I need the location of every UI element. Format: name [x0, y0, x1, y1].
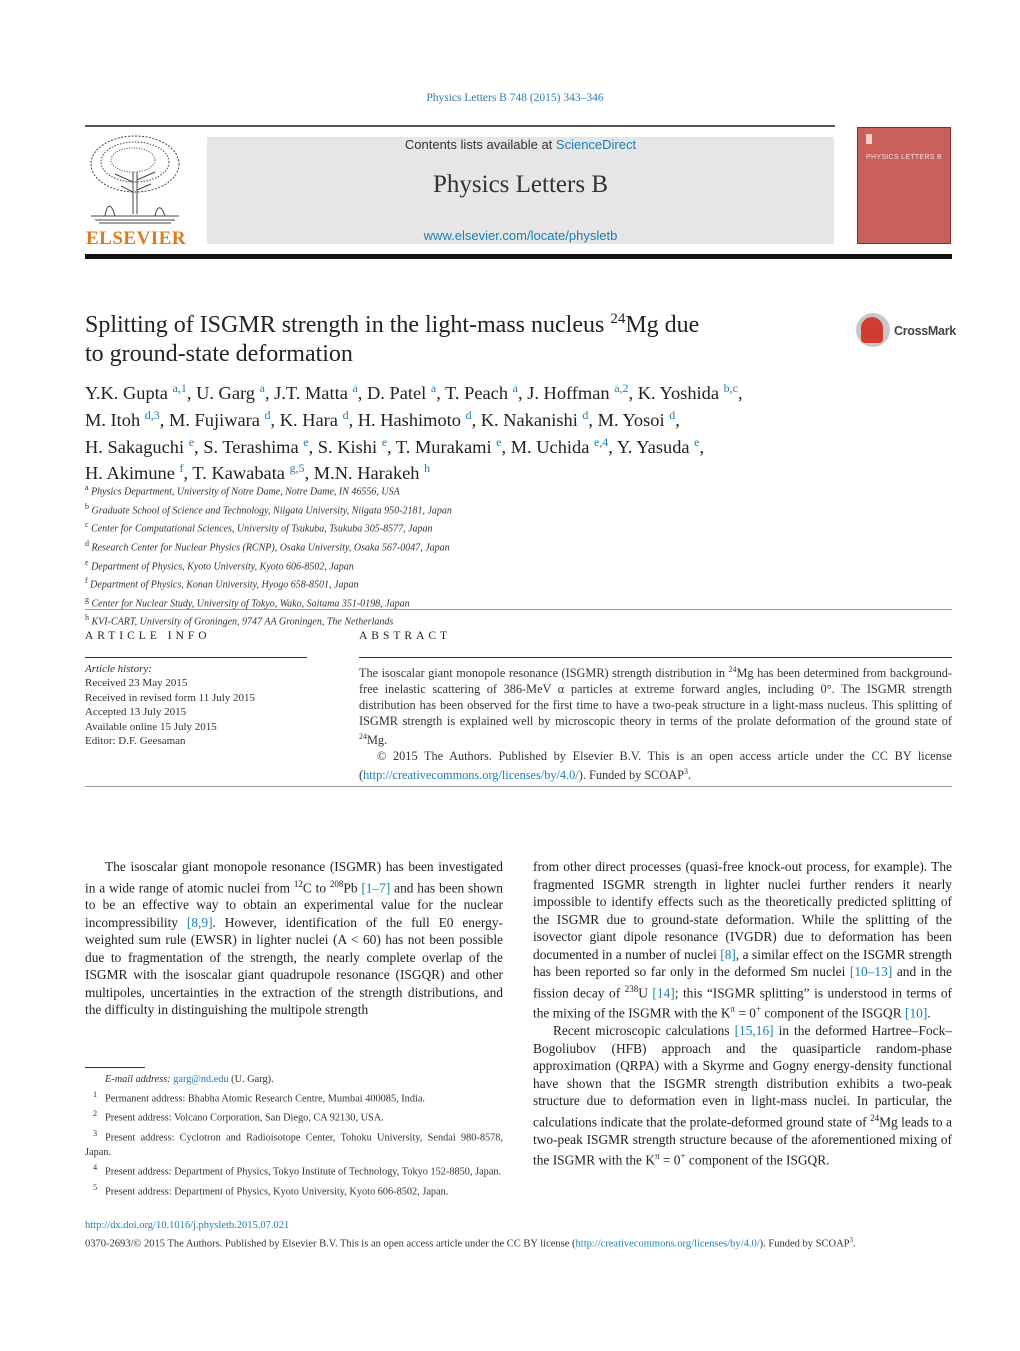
author-affiliation-marker[interactable]: h — [424, 461, 431, 476]
abstract-rule — [359, 657, 952, 658]
footnote-number: 2 — [92, 1108, 98, 1119]
author-line: M. Itoh $^{d,3}$, M. Fujiwara $^d$, K. Hara $^d$, H. Hashimoto $^d$, K. Nakanishi $^d$, M. Yosoi $^d$, — [85, 407, 680, 430]
author-affiliation-marker[interactable]: d — [465, 407, 472, 422]
author-name[interactable]: M.N. Harakeh — [313, 463, 420, 484]
footnote-item — [85, 1126, 503, 1160]
ref-link[interactable]: [8,9] — [186, 914, 213, 930]
affiliation-list — [85, 481, 785, 630]
article-title — [85, 305, 805, 369]
author-name[interactable]: U. Garg — [196, 383, 255, 404]
footnote-item — [85, 1180, 503, 1199]
affiliation-marker: a — [85, 483, 89, 492]
footnote-text: Present address: Department of Physics, Tokyo Institute of Technology, Tokyo 152-8850, Japan. — [105, 1166, 502, 1178]
footnote-rule — [85, 1067, 145, 1068]
body-paragraph: Recent microscopic calculations [15,16] in the deformed Hartree–Fock–Bogoliubov (HFB) approach and the quasiparticle random-phase approximation (QRPA) with a Skyrme and Gogny energy-density functional have shown that the ISGMR strength distribution exhibits a two-peak structure due to deformation even in light-mass nuclei. In particular, the calculations indicate that the prolate-deformed ground state of $^{24}$Mg leads to a two-peak ISGMR strength structure because of the aforementioned mixing of the ISGMR with the $K^\pi = 0^+$ component of the ISGQR. — [533, 1023, 952, 1168]
article-history-line: Accepted 13 July 2015 — [85, 706, 187, 719]
affiliation-marker: h — [85, 613, 89, 623]
affiliation-item — [85, 481, 785, 500]
affiliation-marker: d — [85, 538, 89, 548]
author-affiliation-marker[interactable]: d,3 — [144, 407, 160, 422]
affiliation-text: Center for Computational Sciences, University of Tsukuba, Tsukuba 305-8577, Japan — [91, 523, 433, 535]
contents-prefix: Contents lists available at — [404, 137, 556, 152]
affiliation-item — [85, 556, 785, 575]
affiliation-marker: f — [85, 576, 88, 586]
title-text: Mg due — [625, 312, 700, 338]
affiliation-text: Physics Department, University of Notre Dame, Notre Dame, IN 46556, USA — [91, 486, 400, 498]
article-history-line: Received 23 May 2015 — [85, 677, 188, 690]
journal-cover-image[interactable] — [857, 127, 951, 244]
section-rule — [85, 609, 952, 610]
journal-citation[interactable]: Physics Letters B 748 (2015) 343–346 — [426, 92, 604, 104]
affiliation-text: Department of Physics, Kyoto University, Kyoto 606-8502, Japan — [91, 560, 354, 572]
body-paragraph: from other direct processes (quasi-free knock-out process, for example). The fragmented ISGMR strength in lighter nuclei further renders it nearly impossible to identify effects such as the theoretically predicted splitting of the ISGMR due to ground-state deformation. While the splitting of the isovector giant dipole resonance (IVGDR) due to deformation has been documented in a number of nuclei [8], a similar effect on the ISGMR strength has been reported so far only in the deformed Sm nuclei [10–13] and in the fission decay of $^{238}$U [14]; this “ISGMR splitting” is understood in terms of the mixing of the ISGMR with the $K^\pi = 0^+$ component of the ISGQR [10]. — [533, 859, 952, 1021]
author-name[interactable]: T. Peach — [445, 383, 509, 404]
ref-link[interactable]: [1–7] — [361, 879, 391, 895]
author-name[interactable]: K. Hara — [279, 409, 338, 430]
author-name[interactable]: K. Yoshida — [637, 383, 719, 404]
author-affiliation-marker[interactable]: e — [188, 434, 195, 449]
affiliation-text: Graduate School of Science and Technology, Niigata University, Niigata 950-2181, Japan — [91, 504, 452, 516]
crossmark-icon — [856, 313, 890, 347]
crossmark-label: CrossMark — [894, 324, 956, 338]
sciencedirect-link[interactable]: ScienceDirect — [555, 137, 637, 152]
affiliation-item — [85, 574, 785, 593]
footnote-number: 3 — [92, 1127, 98, 1138]
author-affiliation-marker[interactable]: a — [512, 381, 518, 395]
ref-link[interactable]: [10] — [905, 1005, 928, 1021]
affiliation-text: KVI-CART, University of Groningen, 9747 AA Groningen, The Netherlands — [91, 616, 394, 628]
author-name[interactable]: M. Itoh — [85, 409, 141, 430]
email-link[interactable]: garg@nd.edu — [173, 1074, 229, 1085]
footnote-items — [85, 1087, 503, 1199]
article-info-rule — [85, 657, 307, 658]
affiliation-item — [85, 500, 785, 519]
author-affiliation-marker[interactable]: e — [303, 434, 309, 449]
footnote-item — [85, 1106, 503, 1125]
editor-line: Editor: D.F. Geesaman — [85, 735, 186, 748]
footnote-text: Present address: Cyclotron and Radioisotope Center, Tohoku University, Sendai 980-8578, Japan. — [85, 1132, 503, 1159]
author-name[interactable]: K. Nakanishi — [480, 409, 578, 430]
license-line: 0370-2693/© 2015 The Authors. Published by Elsevier B.V. This is an open access article under the CC BY license (http://creativecommons.org/licenses/by/4.0/). Funded by SCOAP$^3$. — [85, 1236, 856, 1250]
author-list — [85, 378, 955, 485]
article-history-line: Available online 15 July 2015 — [85, 720, 217, 733]
article-history-line: Received in revised form 11 July 2015 — [85, 691, 256, 704]
author-name[interactable]: T. Kawabata — [192, 463, 285, 484]
author-affiliation-marker[interactable]: b,c — [723, 381, 738, 395]
cover-title: PHYSICS LETTERS B — [866, 154, 942, 161]
author-name[interactable]: S. Kishi — [317, 436, 378, 457]
author-name[interactable]: M. Fujiwara — [169, 409, 260, 430]
author-name[interactable]: Y. Yasuda — [616, 436, 690, 457]
affiliation-item — [85, 611, 785, 630]
ref-link[interactable]: [8] — [720, 946, 736, 962]
footnote-text: Present address: Volcano Corporation, San Diego, CA 92130, USA. — [105, 1112, 384, 1124]
author-affiliation-marker[interactable]: a,1 — [172, 381, 187, 395]
header-thick-rule — [85, 254, 952, 259]
author-name[interactable]: J. Hoffman — [527, 383, 610, 404]
footnote-number: 1 — [92, 1089, 98, 1099]
footnote-text: Present address: Department of Physics, Kyoto University, Kyoto 606-8502, Japan. — [105, 1186, 449, 1198]
affiliation-item — [85, 537, 785, 556]
section-rule — [85, 786, 952, 787]
author-affiliation-marker[interactable]: a,2 — [614, 381, 629, 395]
ref-link[interactable]: [15,16] — [734, 1023, 774, 1039]
author-affiliation-marker[interactable]: e — [496, 434, 502, 449]
article-history-label: Article history: — [85, 663, 152, 675]
author-name[interactable]: S. Terashima — [203, 436, 299, 457]
author-line: Y.K. Gupta $^{a,1}$, U. Garg $^a$, J.T. Matta $^a$, D. Patel $^a$, T. Peach $^a$, J. Hoffman $^{a,2}$, K. Yoshida $^{b,c}$, — [85, 381, 743, 404]
header-rule — [85, 125, 835, 127]
author-line: H. Sakaguchi $^e$, S. Terashima $^e$, S. Kishi $^e$, T. Murakami $^e$, M. Uchida $^{e,4}$, Y. Yasuda $^e$, — [85, 434, 705, 457]
contents-available-line — [207, 137, 834, 152]
author-affiliation-marker[interactable]: g,5 — [289, 461, 305, 476]
author-name[interactable]: J.T. Matta — [274, 383, 348, 404]
author-affiliation-marker[interactable]: e,4 — [593, 434, 609, 449]
elsevier-wordmark: ELSEVIER — [86, 228, 187, 249]
author-name[interactable]: H. Sakaguchi — [85, 436, 185, 457]
author-affiliation-marker[interactable]: e — [381, 434, 388, 449]
journal-title: Physics Letters B — [433, 171, 608, 198]
body-column-right — [533, 858, 952, 1169]
abstract-heading: ABSTRACT — [359, 630, 452, 642]
article-info-heading: ARTICLE INFO — [85, 630, 211, 642]
title-mass-number: 24 — [610, 311, 626, 327]
affiliation-text: Department of Physics, Konan University, Hyogo 658-8501, Japan — [90, 579, 359, 591]
affiliation-item — [85, 518, 785, 537]
abstract-text — [359, 662, 952, 783]
affiliation-marker: e — [85, 557, 89, 567]
body-paragraph: The isoscalar giant monopole resonance (ISGMR) has been investigated in a wide range of atomic nuclei from $^{12}$C to $^{208}$Pb [1–7] and has been shown to be an effective way to obtain an experimental value for the nuclear incompressibility [8,9]. However, identification of the full E0 energy-weighted sum rule (EWSR) in lighter nuclei (A < 60) has not been possible due to fragmentation of the strength, the nearly complete overlap of the ISGMR with the isoscalar giant quadrupole resonance (ISGQR) and other multipoles, uncertainties in the extraction of the strength distributions, and the difficulty in distinguishing the multipole strength — [85, 859, 503, 1018]
title-text: to ground-state deformation — [85, 341, 353, 367]
abstract-license: © 2015 The Authors. Published by Elsevier B.V. This is an open access article under the CC BY license (http://creativecommons.org/licenses/by/4.0/). Funded by SCOAP$^3$. — [359, 749, 952, 783]
footnote-number: 4 — [92, 1162, 98, 1173]
author-name[interactable]: M. Yosoi — [597, 409, 665, 430]
author-affiliation-marker[interactable]: d — [264, 407, 271, 422]
email-footnote: E-mail address: garg@nd.edu (U. Garg). — [105, 1074, 274, 1085]
footnote-text: Permanent address: Bhabha Atomic Research Centre, Mumbai 400085, India. — [105, 1093, 425, 1105]
author-affiliation-marker[interactable]: a — [352, 381, 358, 395]
doi-license-block — [85, 1218, 952, 1252]
footnote-item — [85, 1087, 503, 1106]
cover-mark — [866, 134, 872, 144]
body-column-left — [85, 858, 503, 1019]
author-affiliation-marker[interactable]: f — [179, 461, 184, 476]
footnotes — [85, 1072, 503, 1199]
author-name[interactable]: M. Uchida — [510, 436, 590, 457]
author-line: H. Akimune $^f$, T. Kawabata $^{g,5}$, M.N. Harakeh $^h$ — [85, 461, 431, 484]
affiliation-text: Research Center for Nuclear Physics (RCNP), Osaka University, Osaka 567-0047, Japan — [91, 542, 450, 554]
affiliation-marker: g — [85, 594, 89, 604]
cc-license-link[interactable]: http://creativecommons.org/licenses/by/4.0/ — [575, 1238, 760, 1250]
ref-link[interactable]: [10–13] — [849, 964, 893, 979]
cc-license-link[interactable]: http://creativecommons.org/licenses/by/4.0/ — [363, 768, 579, 783]
author-affiliation-marker[interactable]: d — [342, 407, 349, 422]
author-affiliation-marker[interactable]: a — [259, 381, 265, 395]
author-name[interactable]: H. Akimune — [85, 463, 175, 484]
journal-url-link[interactable]: www.elsevier.com/locate/physletb — [423, 228, 618, 243]
footnote-number: 5 — [92, 1181, 98, 1192]
author-affiliation-marker[interactable]: d — [582, 407, 589, 422]
affiliation-text: Center for Nuclear Study, University of Tokyo, Wako, Saitama 351-0198, Japan — [91, 598, 410, 610]
author-name[interactable]: Y.K. Gupta — [85, 383, 168, 404]
doi-link[interactable]: http://dx.doi.org/10.1016/j.physletb.2015.07.021 — [85, 1220, 290, 1231]
article-info — [85, 662, 307, 748]
affiliation-marker: c — [85, 520, 89, 530]
affiliation-marker: b — [85, 501, 89, 511]
author-affiliation-marker[interactable]: d — [669, 407, 676, 422]
author-affiliation-marker[interactable]: a — [430, 381, 437, 395]
author-name[interactable]: H. Hashimoto — [357, 409, 461, 430]
author-name[interactable]: T. Murakami — [395, 436, 492, 457]
author-affiliation-marker[interactable]: e — [694, 434, 700, 449]
ref-link[interactable]: [14] — [652, 984, 675, 1000]
footnote-item — [85, 1160, 503, 1179]
title-text: Splitting of ISGMR strength in the light-mass nucleus — [85, 312, 611, 338]
journal-banner — [207, 137, 834, 244]
abstract-paragraph: The isoscalar giant monopole resonance (ISGMR) strength distribution in $^{24}$Mg has been determined from background-free inelastic scattering of 386-MeV α particles at extreme forward angles, including 0°. The ISGMR strength distribution has been observed for the first time to have a two-peak structure in a light-mass nucleus. This splitting of ISGMR strength is explained well by microscopic theory in terms of the prolate deformation of the ground state of $^{24}$Mg. — [359, 665, 952, 748]
author-name[interactable]: D. Patel — [367, 383, 427, 404]
